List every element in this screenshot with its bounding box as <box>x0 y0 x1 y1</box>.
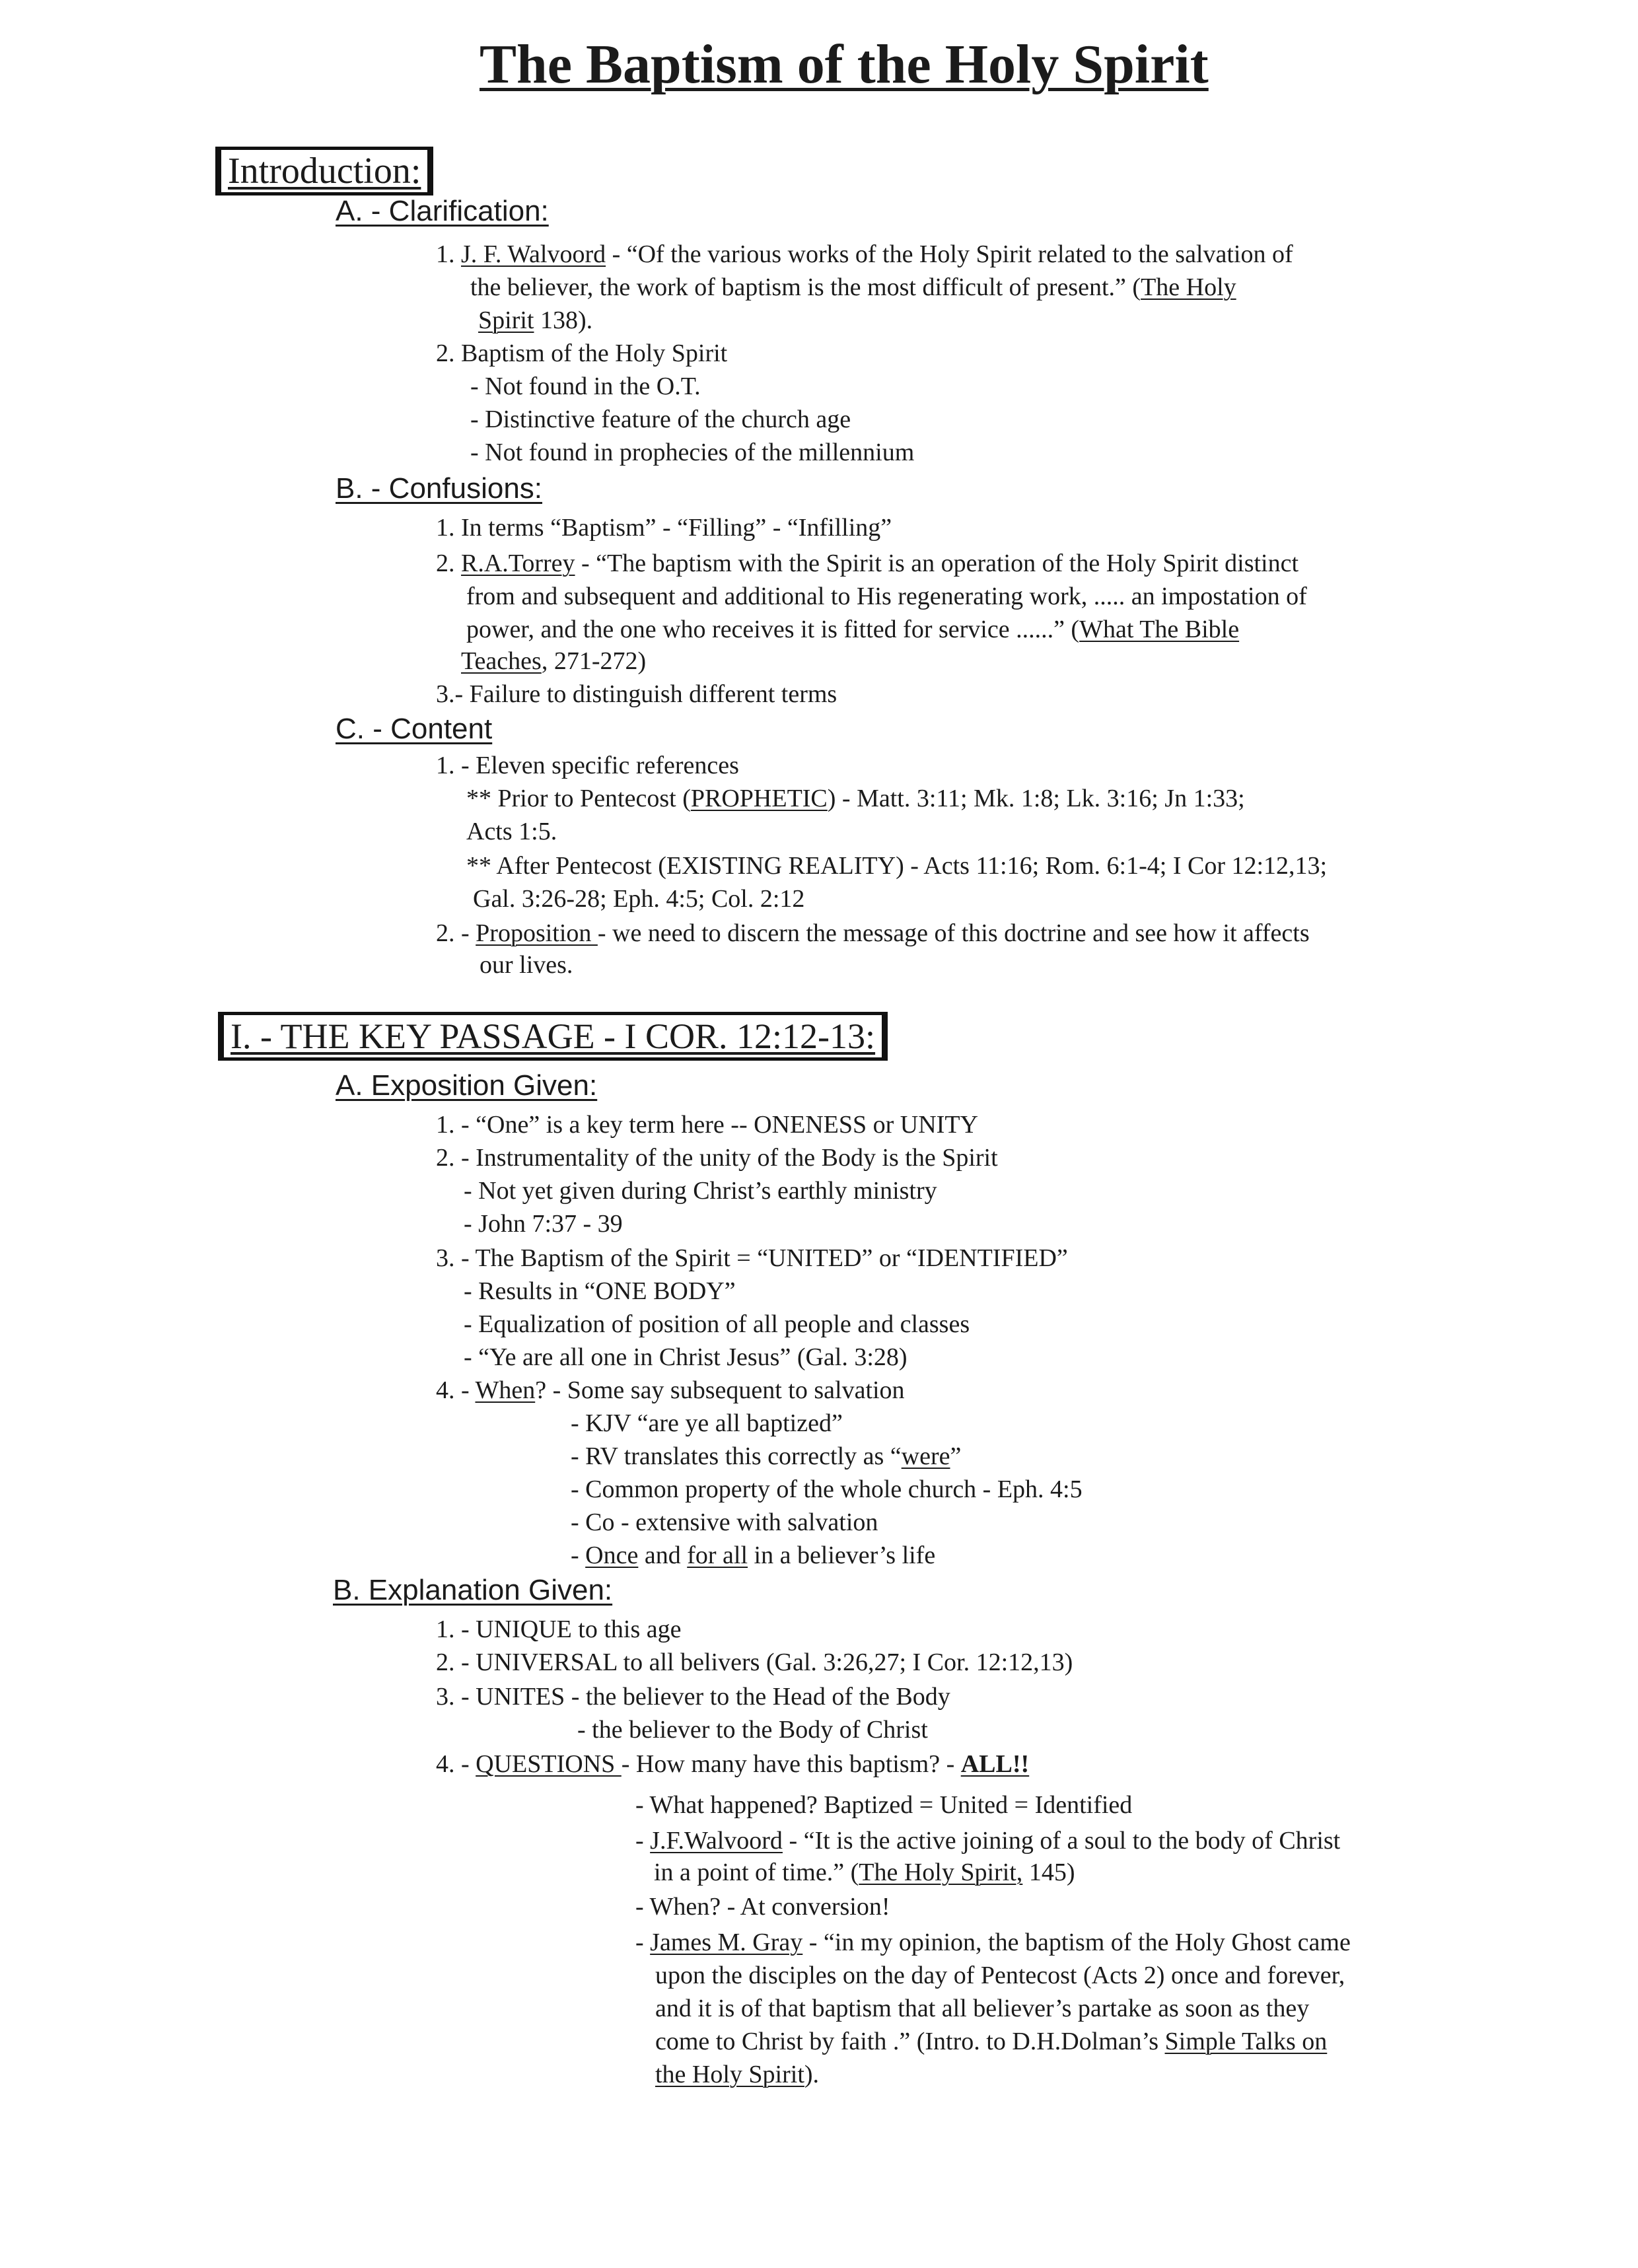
confusions-item-2-line-3: power, and the one who receives it is fitted for service ......” (What The Bible <box>466 616 1240 643</box>
exposition-item-3: 3. - The Baptism of the Spirit = “UNITED” or “IDENTIFIED” <box>436 1244 1068 1272</box>
gray-quote-line: come to Christ by faith .” (Intro. to D.H.Dolman’s Simple Talks on <box>655 2028 1328 2055</box>
questions-detail: - When? - At conversion! <box>635 1893 890 1921</box>
proposition-label: Proposition <box>476 919 598 947</box>
content-item-1-line-5: Gal. 3:26-28; Eph. 4:5; Col. 2:12 <box>473 885 805 913</box>
exposition-item-2-detail: - John 7:37 - 39 <box>464 1210 623 1238</box>
key-passage-heading: I. - THE KEY PASSAGE - I COR. 12:12-13: <box>231 1016 876 1056</box>
gray-quote-line: upon the disciples on the day of Pentecost (Acts 2) once and forever, <box>655 1962 1345 1989</box>
confusions-item-3: 3.- Failure to distinguish different terms <box>436 680 837 708</box>
author-walvoord: J. F. Walvoord <box>461 240 606 268</box>
exposition-item-3-detail: - Results in “ONE BODY” <box>464 1277 736 1305</box>
key-passage-heading-box <box>218 1012 888 1061</box>
questions-detail-line: in a point of time.” (The Holy Spirit, 145) <box>654 1859 1075 1886</box>
book-title-what-the-bible-teaches: What The Bible <box>1079 616 1240 643</box>
questions-detail: - What happened? Baptized = United = Identified <box>635 1791 1133 1819</box>
explanation-item-3: 3. - UNITES - the believer to the Head of the Body <box>436 1683 950 1711</box>
content-item-2: 2. - Proposition - we need to discern the message of this doctrine and see how it affects <box>436 919 1310 947</box>
confusions-item-1: 1. In terms “Baptism” - “Filling” - “Infilling” <box>436 514 892 542</box>
clarification-item-2-detail: - Distinctive feature of the church age <box>470 406 851 433</box>
exposition-item-4: 4. - When? - Some say subsequent to salvation <box>436 1376 905 1404</box>
confusions-item-2-line-2: from and subsequent and additional to His regenerating work, ..... an impostation of <box>466 583 1307 610</box>
all-emphasis: ALL!! <box>960 1750 1030 1778</box>
questions-detail: - James M. Gray - “in my opinion, the baptism of the Holy Ghost came <box>635 1929 1351 1956</box>
content-item-1-line-3: Acts 1:5. <box>466 818 557 845</box>
clarification-item-1-line-3: Spirit 138). <box>478 306 593 334</box>
introduction-heading-box <box>215 147 433 195</box>
clarification-subheading: A. - Clarification: <box>336 195 549 227</box>
clarification-item-2: 2. Baptism of the Holy Spirit <box>436 339 728 367</box>
exposition-item-2-detail: - Not yet given during Christ’s earthly ministry <box>464 1177 937 1205</box>
explanation-item-4: 4. - QUESTIONS - How many have this baptism? - ALL!! <box>436 1750 1030 1778</box>
exposition-item-1: 1. - “One” is a key term here -- ONENESS or UNITY <box>436 1111 978 1139</box>
exposition-item-4-detail: - Once and for all in a believer’s life <box>571 1542 936 1569</box>
exposition-item-4-detail: - Common property of the whole church - Eph. 4:5 <box>571 1475 1083 1503</box>
page-title: The Baptism of the Holy Spirit <box>480 34 1209 95</box>
gray-quote-line: and it is of that baptism that all believer’s partake as soon as they <box>655 1995 1310 2022</box>
clarification-item-2-detail: - Not found in prophecies of the millennium <box>470 439 915 466</box>
clarification-item-1-line-2: the believer, the work of baptism is the most difficult of present.” (The Holy <box>470 273 1236 301</box>
questions-detail: - J.F.Walvoord - “It is the active joining of a soul to the body of Christ <box>635 1827 1341 1855</box>
exposition-item-4-detail: - Co - extensive with salvation <box>571 1508 878 1536</box>
introduction-heading: Introduction: <box>228 151 421 192</box>
clarification-item-2-detail: - Not found in the O.T. <box>470 372 701 400</box>
exposition-item-3-detail: - “Ye are all one in Christ Jesus” (Gal. 3:28) <box>464 1343 908 1371</box>
content-item-1-existing-reality: ** After Pentecost (EXISTING REALITY) - Acts 11:16; Rom. 6:1-4; I Cor 12:12,13; <box>466 852 1328 880</box>
exposition-subheading: A. Exposition Given: <box>336 1069 598 1102</box>
author-torrey: R.A.Torrey <box>461 549 575 577</box>
content-item-1: 1. - Eleven specific references <box>436 752 739 779</box>
exposition-item-4-detail: - KJV “are ye all baptized” <box>571 1409 843 1437</box>
confusions-subheading: B. - Confusions: <box>336 472 543 505</box>
gray-quote-line: the Holy Spirit). <box>655 2061 820 2088</box>
content-subheading: C. - Content <box>336 713 493 745</box>
content-item-2-line-2: our lives. <box>480 951 573 979</box>
explanation-item-1: 1. - UNIQUE to this age <box>436 1615 682 1643</box>
content-item-1-prophetic: ** Prior to Pentecost (PROPHETIC) - Matt. 3:11; Mk. 1:8; Lk. 3:16; Jn 1:33; <box>466 785 1245 812</box>
exposition-item-4-detail: - RV translates this correctly as “were” <box>571 1442 962 1470</box>
explanation-subheading: B. Explanation Given: <box>333 1574 613 1606</box>
confusions-item-2: 2. R.A.Torrey - “The baptism with the Spirit is an operation of the Holy Spirit distinct <box>436 549 1299 577</box>
exposition-item-2: 2. - Instrumentality of the unity of the Body is the Spirit <box>436 1144 998 1172</box>
exposition-item-3-detail: - Equalization of position of all people and classes <box>464 1310 970 1338</box>
clarification-item-1: 1. J. F. Walvoord - “Of the various works of the Holy Spirit related to the salvation of <box>436 240 1293 268</box>
confusions-item-2-line-4: Teaches, 271-272) <box>461 647 647 675</box>
book-title-holy-spirit: The Holy <box>1141 273 1236 301</box>
explanation-item-2: 2. - UNIVERSAL to all belivers (Gal. 3:26,27; I Cor. 12:12,13) <box>436 1648 1073 1676</box>
explanation-item-3-detail: - the believer to the Body of Christ <box>577 1716 928 1744</box>
